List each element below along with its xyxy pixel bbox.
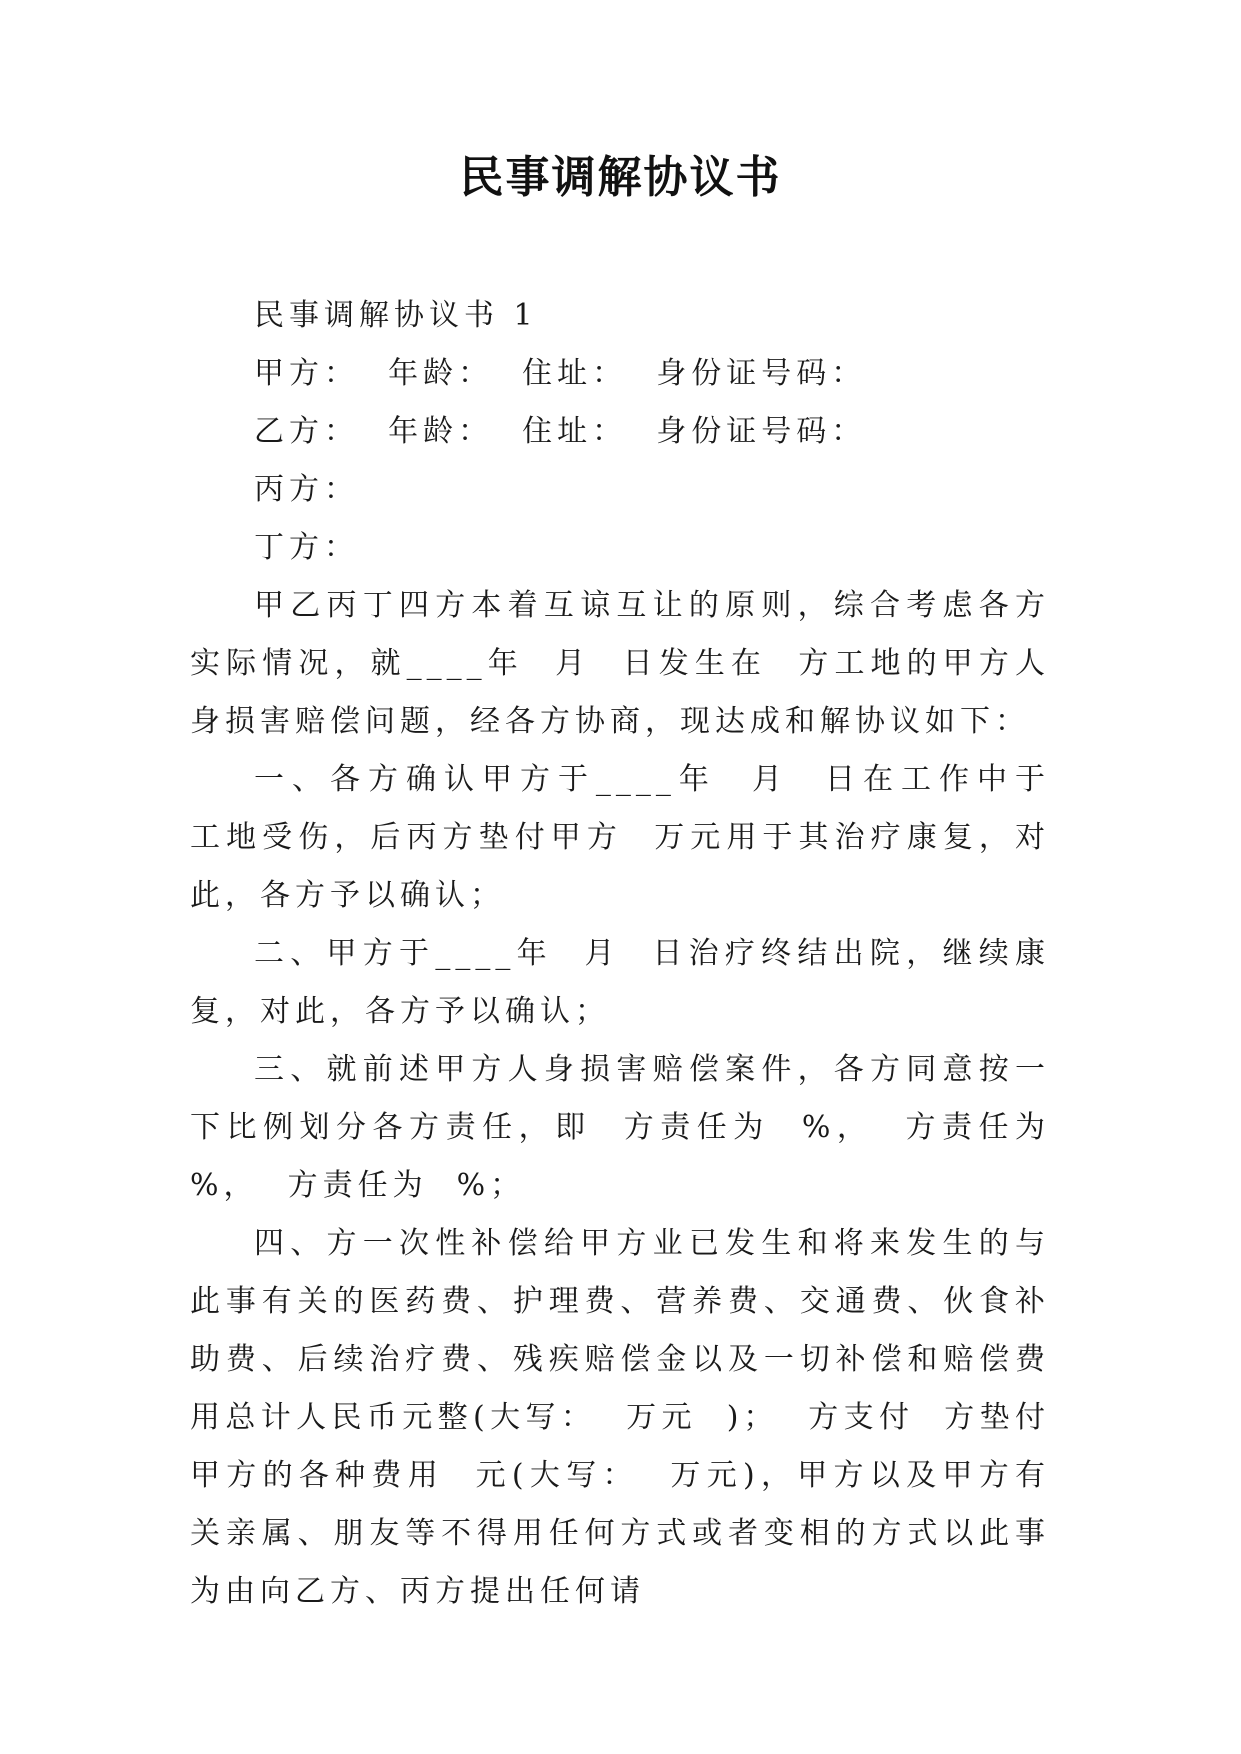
clause-1: 一、各方确认甲方于____年 月 日在工作中于 工地受伤，后丙方垫付甲方 万元用于其治疗康复，对此，各方予以确认； bbox=[190, 762, 1080, 913]
document-title: 民事调解协议书 bbox=[459, 152, 782, 203]
section-heading: 民事调解协议书 1 bbox=[254, 298, 538, 333]
clause-4: 四、方一次性补偿给甲方业已发生和将来发生的与此事有关的医药费、护理费、营养费、交通费、伙食补助费、后续治疗费、残疾赔偿金以及一切补偿和赔偿费用总计人民币元整(大写： 万元 )； 方支付 方垫付甲方的各种费用 元(大写： 万元)，甲方以及甲方有关亲属、朋友等不得用任何方式或者变相的方式以此事为由向乙方、丙方提出任何请 bbox=[190, 1226, 1050, 1609]
clause-2: 二、甲方于____年 月 日治疗终结出院，继续康复，对此，各方予以确认； bbox=[190, 936, 1050, 1029]
party-d-line: 丁方： bbox=[254, 530, 359, 565]
preamble-paragraph: 甲乙丙丁四方本着互谅互让的原则，综合考虑各方实际情况，就____年 月 日发生在 方工地的甲方人身损害赔偿问题，经各方协商，现达成和解协议如下： bbox=[190, 588, 1050, 739]
document-body bbox=[190, 287, 1080, 1621]
clause-3: 三、就前述甲方人身损害赔偿案件，各方同意按一下比例划分各方责任，即 方责任为 %， 方责任为 %， 方责任为 %； bbox=[190, 1052, 1080, 1203]
party-b-line: 乙方： 年龄： 住址： 身份证号码： bbox=[254, 414, 867, 449]
party-c-line: 丙方： bbox=[254, 472, 359, 507]
party-a-line: 甲方： 年龄： 住址： 身份证号码： bbox=[254, 356, 867, 391]
